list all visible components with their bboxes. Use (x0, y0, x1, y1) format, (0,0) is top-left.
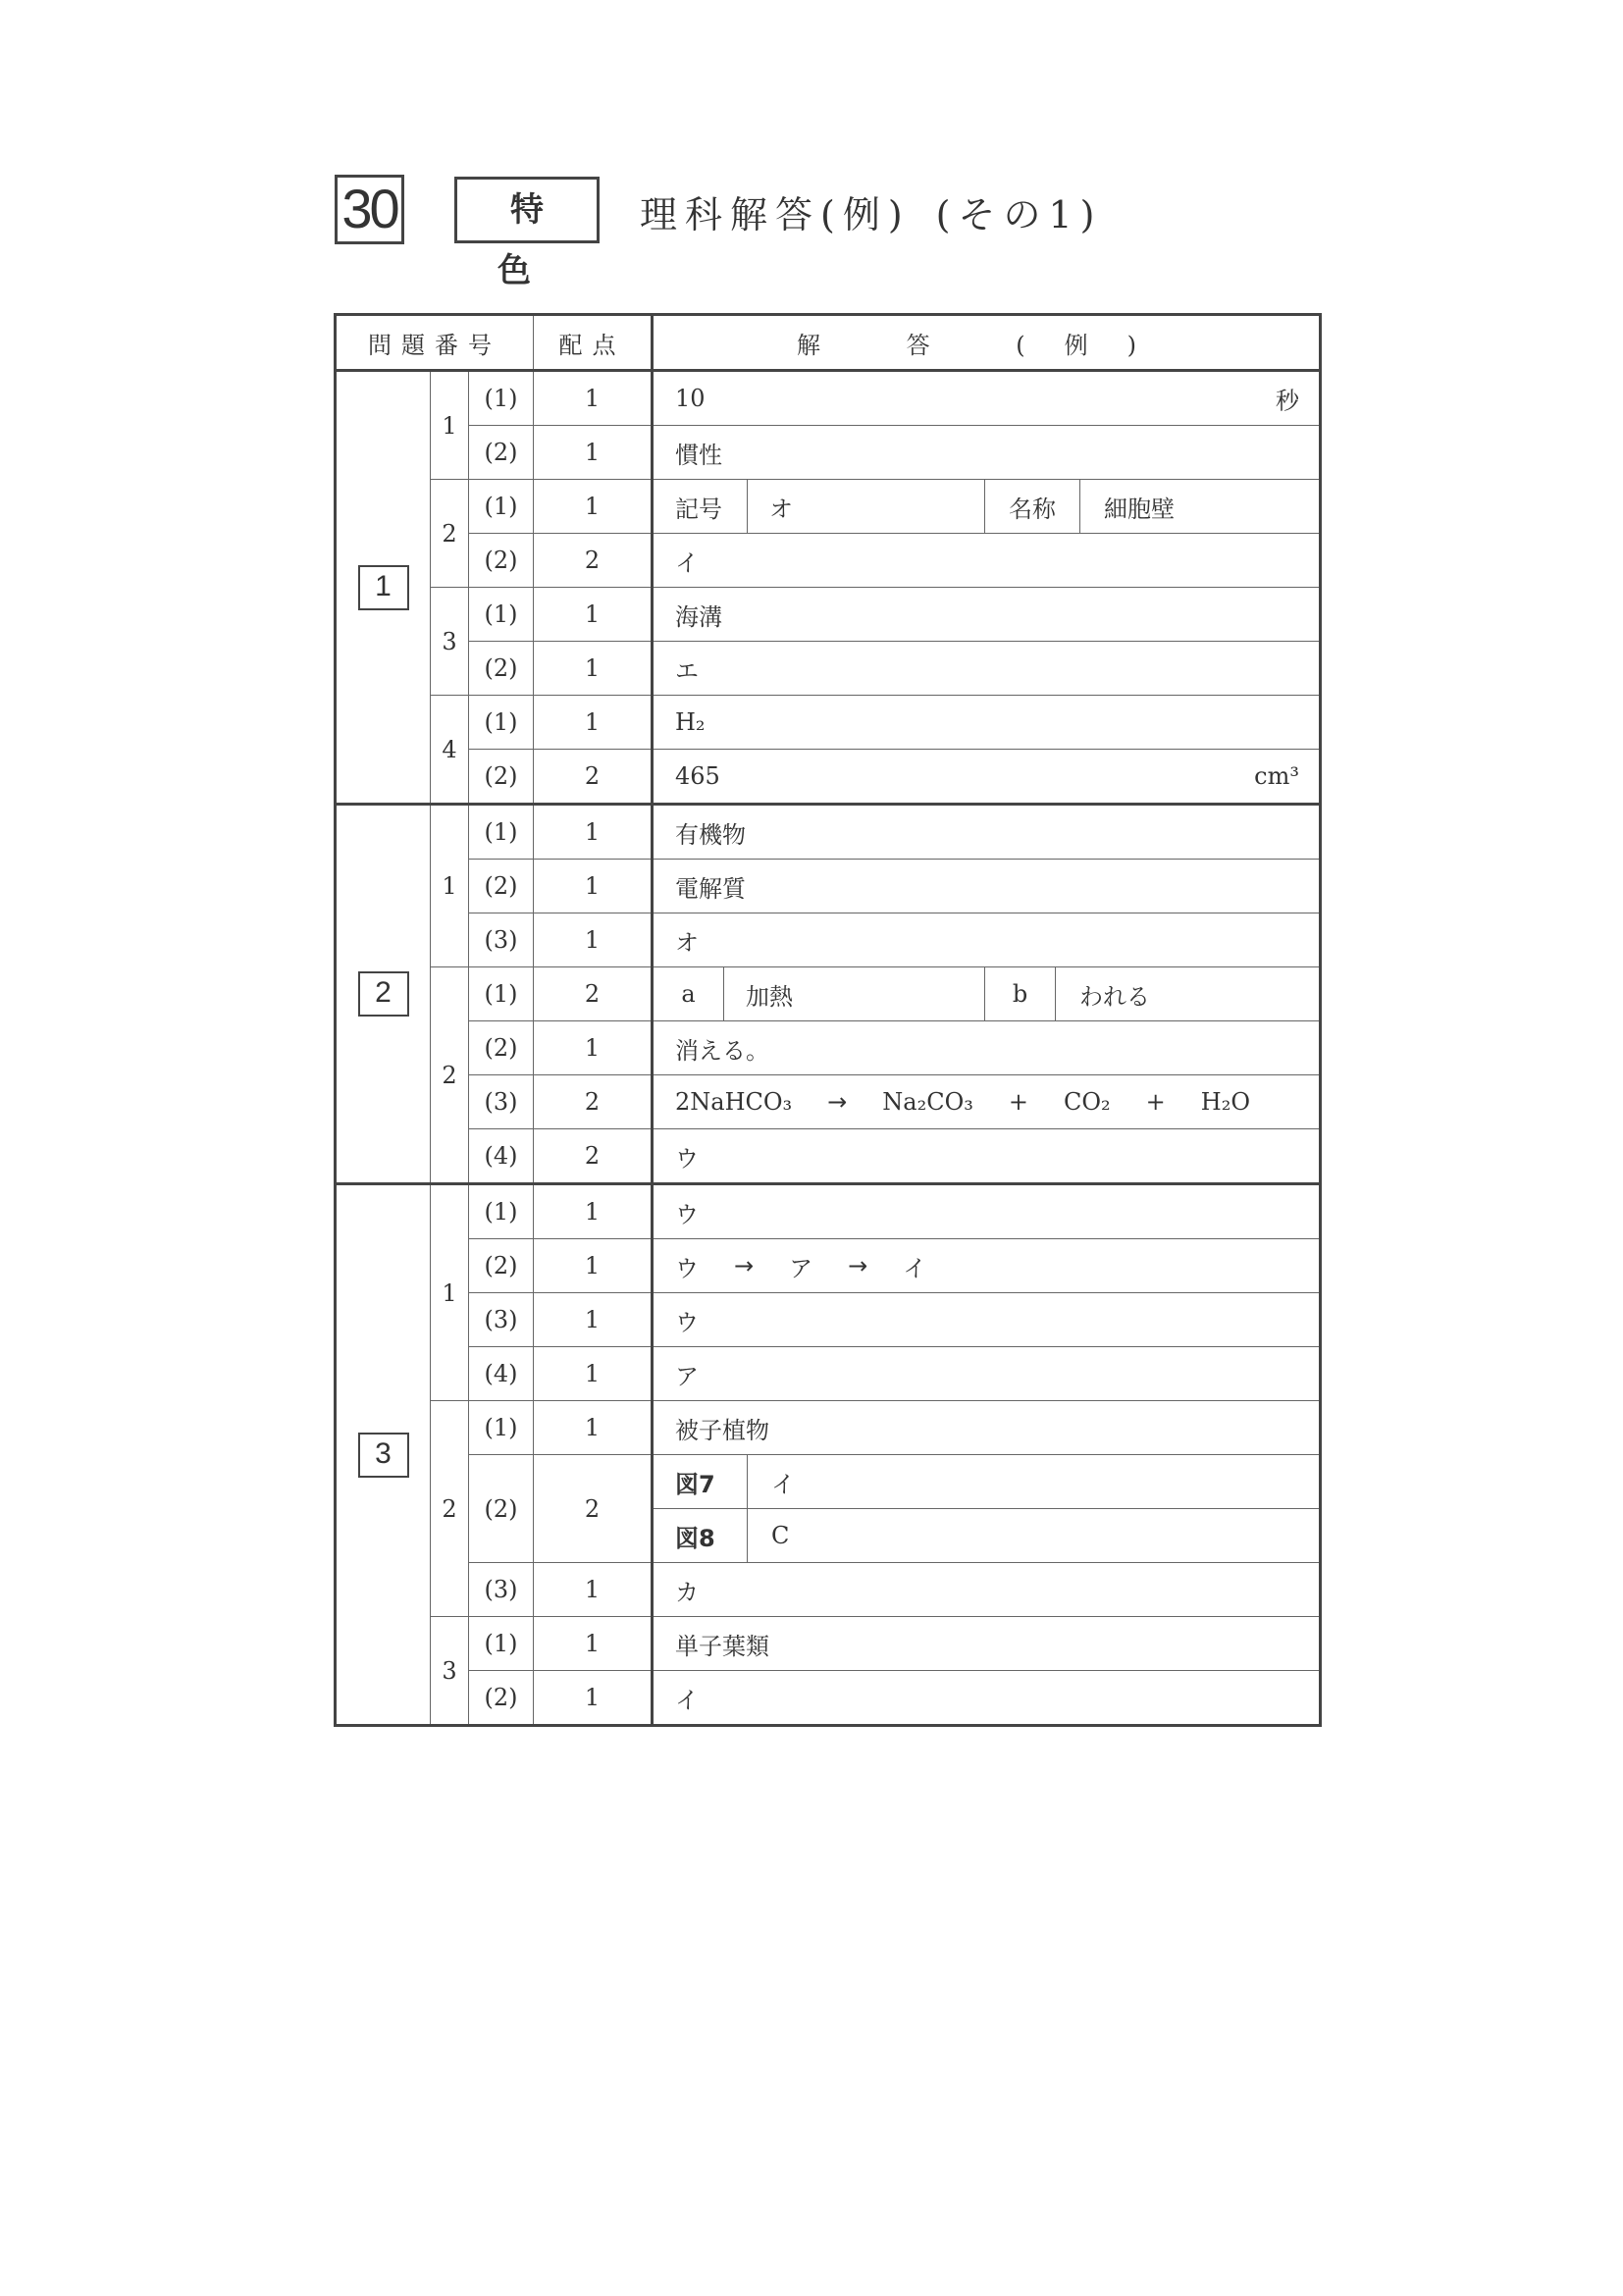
points-cell: 2 (534, 1075, 653, 1129)
answer-cell-split (653, 1509, 1321, 1563)
sub-number: (2) (469, 1021, 534, 1075)
answer-label: 名称 (985, 480, 1080, 533)
table-row (336, 371, 1321, 426)
question-3-label (336, 1184, 431, 1726)
sub-number: (2) (469, 1239, 534, 1293)
answer-cell: H₂ (653, 696, 1321, 750)
equation-term: 2NaHCO₃ (675, 1088, 793, 1116)
sub-number: (1) (469, 371, 534, 426)
points-cell: 1 (534, 1021, 653, 1075)
answer-cell: 海溝 (653, 588, 1321, 642)
answer-value: われる (1079, 982, 1150, 1011)
header-points: 配点 (534, 315, 653, 371)
answer-cell: 消える。 (653, 1021, 1321, 1075)
sub-number: (1) (469, 480, 534, 534)
answer-label: b (985, 967, 1056, 1020)
sub-number: (2) (469, 750, 534, 805)
sub-number: (2) (469, 426, 534, 480)
points-cell: 2 (534, 967, 653, 1021)
category-tag: 特色 (454, 177, 600, 243)
table-row (336, 1129, 1321, 1184)
answer-table (334, 313, 1322, 1727)
sub-number: (2) (469, 534, 534, 588)
points-cell: 1 (534, 913, 653, 967)
sub-number: (2) (469, 1671, 534, 1726)
group-number: 2 (431, 480, 469, 588)
sequence-answer (675, 1249, 1319, 1283)
sub-number: (4) (469, 1129, 534, 1184)
points-cell: 1 (534, 642, 653, 696)
answer-cell: 単子葉類 (653, 1617, 1321, 1671)
table-row (336, 1239, 1321, 1293)
table-row (336, 1455, 1321, 1509)
answer-value: 細胞壁 (1104, 495, 1175, 523)
answer-cell: イ (653, 534, 1321, 588)
question-2-label (336, 805, 431, 1184)
answer-value: C (771, 1522, 790, 1549)
sub-number: (1) (469, 696, 534, 750)
sub-number: (1) (469, 1401, 534, 1455)
table-row (336, 534, 1321, 588)
chemical-equation (675, 1088, 1319, 1116)
points-cell: 1 (534, 426, 653, 480)
answer-cell: エ (653, 642, 1321, 696)
table-row (336, 1075, 1321, 1129)
sequence-step: ウ (675, 1254, 699, 1282)
group-number: 2 (431, 967, 469, 1184)
table-row (336, 1617, 1321, 1671)
sub-number: (3) (469, 913, 534, 967)
answer-label: a (654, 967, 724, 1020)
table-row (336, 480, 1321, 534)
group-number: 1 (431, 1184, 469, 1401)
sub-number: (3) (469, 1293, 534, 1347)
points-cell: 1 (534, 1347, 653, 1401)
points-cell: 1 (534, 371, 653, 426)
page-title (640, 184, 1102, 238)
sub-number: (3) (469, 1075, 534, 1129)
answer-cell: 有機物 (653, 805, 1321, 860)
equation-term: CO₂ (1063, 1088, 1111, 1116)
table-row (336, 642, 1321, 696)
table-row (336, 805, 1321, 860)
sub-number: (4) (469, 1347, 534, 1401)
header-answer: 解 答 (例) (653, 315, 1321, 371)
table-row (336, 750, 1321, 805)
title-part: (その1) (935, 193, 1103, 236)
table-row (336, 913, 1321, 967)
group-number: 2 (431, 1401, 469, 1617)
question-number-box: 1 (358, 565, 409, 610)
sub-number: (1) (469, 1184, 534, 1239)
answer-unit: cm³ (1254, 762, 1299, 790)
points-cell: 1 (534, 1617, 653, 1671)
group-number: 1 (431, 371, 469, 480)
points-cell: 2 (534, 1455, 653, 1563)
table-row (336, 1293, 1321, 1347)
answer-cell: 電解質 (653, 860, 1321, 913)
table-row (336, 1347, 1321, 1401)
table-row (336, 588, 1321, 642)
table-row (336, 1671, 1321, 1726)
question-number-box: 3 (358, 1433, 409, 1478)
figure-label: 図8 (654, 1509, 748, 1562)
table-row (336, 1021, 1321, 1075)
sequence-step: イ (903, 1254, 927, 1282)
answer-value: オ (748, 480, 985, 533)
equation-term: Na₂CO₃ (882, 1088, 973, 1116)
points-cell: 1 (534, 860, 653, 913)
answer-cell (653, 1075, 1321, 1129)
question-1-label (336, 371, 431, 805)
answer-cell-split (653, 480, 1321, 534)
answer-cell-split (653, 1455, 1321, 1509)
answer-value: 加熱 (724, 967, 985, 1020)
answer-cell (653, 1239, 1321, 1293)
table-row (336, 967, 1321, 1021)
arrow-icon: → (734, 1252, 755, 1279)
table-header-row (336, 315, 1321, 371)
sub-number: (2) (469, 642, 534, 696)
arrow-icon: → (848, 1252, 868, 1279)
group-number: 1 (431, 805, 469, 967)
points-cell: 1 (534, 588, 653, 642)
answer-cell-split (653, 967, 1321, 1021)
sequence-step: ア (789, 1254, 813, 1282)
sub-number: (1) (469, 805, 534, 860)
points-cell: 2 (534, 1129, 653, 1184)
answer-value: イ (771, 1470, 795, 1498)
arrow-icon: → (827, 1088, 848, 1116)
answer-cell: 被子植物 (653, 1401, 1321, 1455)
table-row (336, 1563, 1321, 1617)
figure-label: 図7 (654, 1455, 748, 1508)
points-cell: 1 (534, 1563, 653, 1617)
answer-cell: ア (653, 1347, 1321, 1401)
points-cell: 2 (534, 534, 653, 588)
answer-cell: イ (653, 1671, 1321, 1726)
table-row (336, 426, 1321, 480)
question-number-box: 2 (358, 971, 409, 1017)
table-row (336, 860, 1321, 913)
points-cell: 1 (534, 805, 653, 860)
points-cell: 1 (534, 1293, 653, 1347)
answer-cell: カ (653, 1563, 1321, 1617)
points-cell: 1 (534, 1239, 653, 1293)
table-row (336, 1184, 1321, 1239)
points-cell: 2 (534, 750, 653, 805)
sub-number: (1) (469, 588, 534, 642)
answer-cell: 慣性 (653, 426, 1321, 480)
group-number: 3 (431, 588, 469, 696)
group-number: 4 (431, 696, 469, 805)
answer-cell (653, 750, 1321, 805)
answer-text: 10 (675, 385, 706, 412)
answer-unit: 秒 (1276, 387, 1299, 415)
answer-cell: ウ (653, 1293, 1321, 1347)
sub-number: (1) (469, 967, 534, 1021)
header-question-number: 問題番号 (336, 315, 534, 371)
sub-number: (2) (469, 1455, 534, 1563)
plus-sign: + (1008, 1088, 1028, 1116)
sub-number: (2) (469, 860, 534, 913)
equation-term: H₂O (1200, 1088, 1250, 1116)
points-cell: 1 (534, 1671, 653, 1726)
answer-cell: オ (653, 913, 1321, 967)
sub-number: (3) (469, 1563, 534, 1617)
points-cell: 1 (534, 1401, 653, 1455)
plus-sign: + (1145, 1088, 1166, 1116)
answer-cell (653, 371, 1321, 426)
page-number-box: 30 (335, 175, 404, 244)
answer-cell: ウ (653, 1184, 1321, 1239)
answer-text: 465 (675, 762, 720, 790)
sub-number: (1) (469, 1617, 534, 1671)
table-row (336, 1401, 1321, 1455)
title-text: 理科解答(例) (640, 193, 911, 236)
points-cell: 1 (534, 480, 653, 534)
table-row (336, 696, 1321, 750)
points-cell: 1 (534, 696, 653, 750)
answer-label: 記号 (654, 480, 748, 533)
group-number: 3 (431, 1617, 469, 1726)
points-cell: 1 (534, 1184, 653, 1239)
answer-cell: ウ (653, 1129, 1321, 1184)
